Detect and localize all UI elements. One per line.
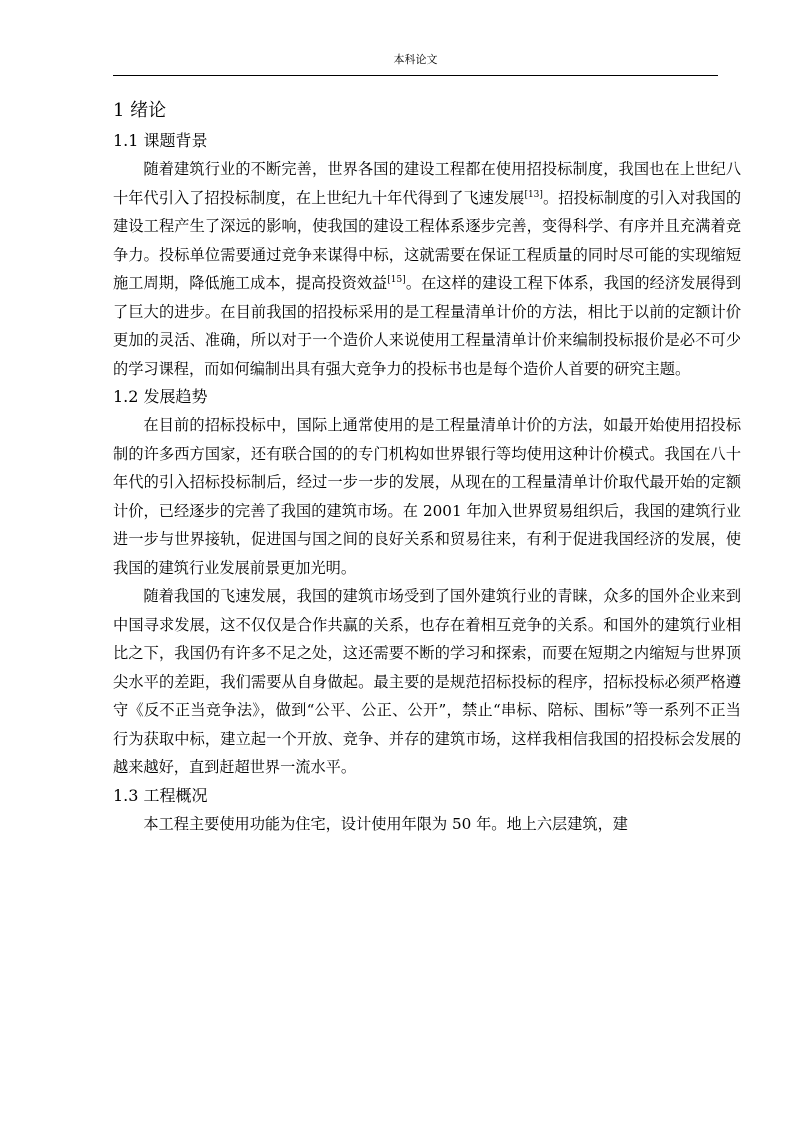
section-title-1-2: 1.2 发展趋势	[113, 387, 208, 406]
citation-ref-13[interactable]: [13]	[524, 189, 543, 200]
paragraph-text: 。招投标制度的引入对我国的建设工程产生了深远的影响，使我国的建设工程体系逐步完善，变得科学、有序并且充满着竞争力。投标单位需要通过竞争来谋得中标，这就需要在保证工程质量的同时尽可能的实现缩短施工周期，降低施工成本，提高投资效益	[113, 188, 742, 292]
paragraph-trends-1: 在目前的招标投标中，国际上通常使用的是工程量清单计价的方法，如最开始使用招投标制的许多西方国家，还有联合国的的专门机构如世界银行等均使用这种计价模式。我国在八十年代的引入招标投标制后，经过一步一步的发展，从现在的工程量清单计价取代最开始的定额计价，已经逐步的完善了我国的建筑市场。在 2001 年加入世界贸易组织后，我国的建筑行业进一步与世界接轨，促进国与国之间的良好关系和贸易往来，有利于促进我国经济的发展，使我国的建筑行业发展前景更加光明。	[113, 416, 741, 577]
section-title-1-1: 1.1 课题背景	[113, 131, 208, 150]
paragraph-background	[113, 155, 741, 383]
page-content	[113, 95, 741, 838]
page-header	[113, 53, 718, 76]
paragraph-overview: 本工程主要使用功能为住宅，设计使用年限为 50 年。地上六层建筑，建	[143, 814, 628, 833]
section-title-1-3: 1.3 工程概况	[113, 785, 208, 805]
header-title: 本科论文	[393, 53, 438, 66]
citation-ref-15[interactable]: [15]	[387, 274, 406, 285]
paragraph-text: 随着建筑行业的不断完善，世界各国的建设工程都在使用招投标制度，我国也在上世纪八十年代引入了招投标制度，在上世纪九十年代得到了飞速发展	[113, 160, 741, 207]
chapter-title: 1 绪论	[113, 100, 167, 121]
paragraph-text: 。在这样的建设工程下体系，我国的经济发展得到了巨大的进步。在目前我国的招投标采用的是工程量清单计价的方法，相比于以前的定额计价更加的灵活、准确，所以对于一个造价人来说使用工程量清单计价来编制投标报价是必不可少的学习课程，而如何编制出具有强大竞争力的投标书也是每个造价人首要的研究主题。	[113, 274, 742, 378]
paragraph-trends-2: 随着我国的飞速发展，我国的建筑市场受到了国外建筑行业的青睐，众多的国外企业来到中国寻求发展，这不仅仅是合作共赢的关系，也存在着相互竞争的关系。和国外的建筑行业相比之下，我国仍有许多不足之处，这还需要不断的学习和探索，而要在短期之内缩短与世界顶尖水平的差距，我们需要从自身做起。最主要的是规范招标投标的程序，招标投标必须严格遵守《反不正当竞争法》，做到“公平、公正、公开”，禁止“串标、陪标、围标”等一系列不正当行为获取中标，建立起一个开放、竞争、并存的建筑市场，这样我相信我国的招投标会发展的越来越好，直到赶超世界一流水平。	[113, 587, 741, 776]
